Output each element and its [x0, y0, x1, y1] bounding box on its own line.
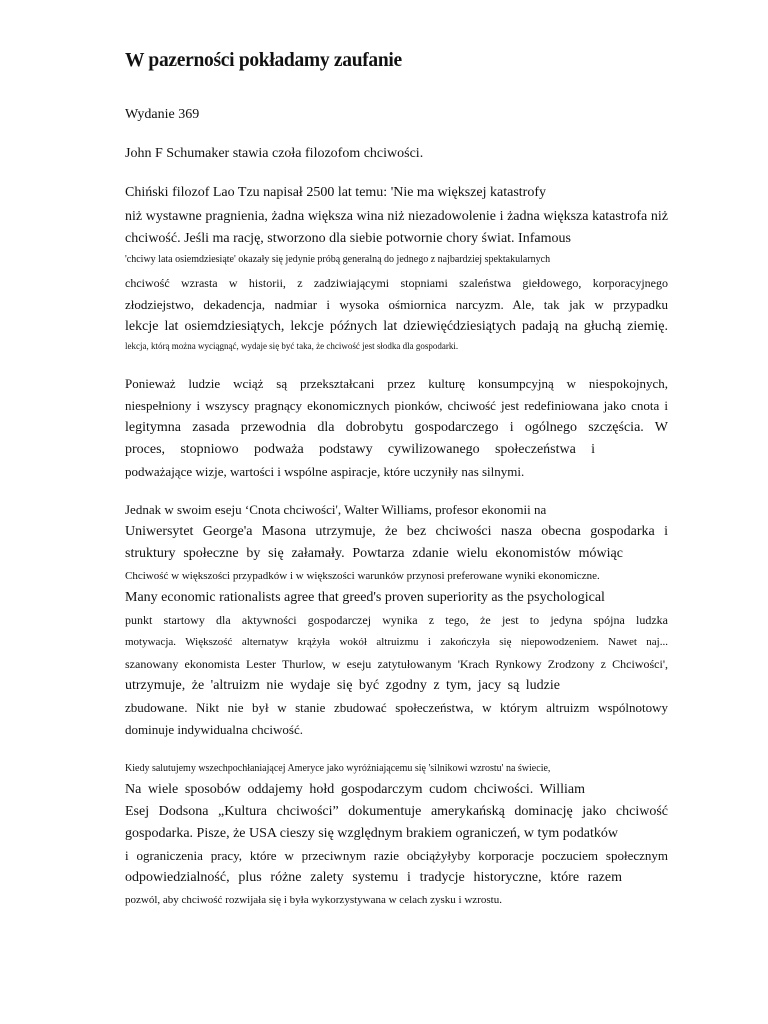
text-line: punkt startowy dla aktywności gospodarczej wynika z tego, że jest to jedyna spójna ludzka — [125, 613, 668, 627]
text-line: złodziejstwo, dekadencja, nadmiar i wysoka ośmiornica narcyzm. Ale, tak jak w przypadku — [125, 297, 668, 312]
text-line: podważające wizje, wartości i wspólne aspiracje, które uczyniły nas silnymi. — [125, 464, 525, 479]
text-line: 'chciwy lata osiemdziesiąte' okazały się jedynie próbą generalną do jednego z najbardziej spektakularnych — [125, 254, 551, 265]
text-line: pozwól, aby chciwość rozwijała się i była wykorzystywana w celach zysku i wzrostu. — [125, 894, 502, 906]
text-line: Chiński filozof Lao Tzu napisał 2500 lat temu: 'Nie ma większej katastrofy — [125, 185, 546, 200]
text-line: lekcja, którą można wyciągnąć, wydaje się być taka, że chciwość jest słodka dla gospodarki. — [125, 341, 459, 351]
text-line: utrzymuje, że 'altruizm nie wydaje się być zgodny z tym, jacy są ludzie — [125, 678, 560, 693]
text-line: Kiedy salutujemy wszechpochłaniającej Ameryce jako wyróżniającemu się 'silnikowi wzrostu' na świecie, — [125, 763, 551, 774]
text-line: motywacja. Większość alternatyw krążyła wokół altruizmu i zakończyła się niepowodzeniem. Nawet naj... — [125, 636, 668, 648]
paragraph-3 — [125, 500, 668, 740]
text-line: lekcje lat osiemdziesiątych, lekcje późnych lat dziewięćdziesiątych padają na głuchą ziemię. — [125, 319, 668, 334]
text-line: odpowiedzialność, plus różne zalety systemu i tradycje historyczne, które razem — [125, 870, 622, 885]
issue-number: Wydanie 369 — [125, 107, 200, 122]
text-line: zbudowane. Nikt nie był w stanie zbudować społeczeństwa, w którym altruizm wspólnotowy — [125, 700, 668, 715]
text-line: niespełniony i wszyscy pragnący ekonomicznych pionków, chciwość jest redefiniowana jako cnota i — [125, 398, 668, 413]
text-line: i ograniczenia pracy, które w przeciwnym razie obciążyłyby korporacje poczuciem społecznym — [125, 848, 668, 863]
text-line: Jednak w swoim eseju ‘Cnota chciwości', Walter Williams, profesor ekonomii na — [125, 502, 547, 517]
article-title: W pazerności pokładamy zaufanie — [125, 50, 402, 71]
text-line: proces, stopniowo podważa podstawy cywilizowanego społeczeństwa i — [125, 442, 595, 457]
text-line: Chciwość w większości przypadków i w większości warunków przynosi preferowane wyniki ekonomiczne. — [125, 570, 600, 582]
article-lead: John F Schumaker stawia czoła filozofom chciwości. — [125, 146, 424, 161]
text-line: chciwość wzrasta w historii, z zadziwiającymi stopniami szaleństwa giełdowego, korporacyjnego — [125, 276, 668, 290]
text-line: Uniwersytet George'a Masona utrzymuje, że bez chciwości nasza obecna gospodarka i — [125, 524, 668, 539]
text-line: dominuje indywidualna chciwość. — [125, 722, 303, 737]
text-line: Many economic rationalists agree that greed's proven superiority as the psychological — [125, 590, 605, 605]
text-line: chciwość. Jeśli ma rację, stworzono dla siebie potwornie chory świat. Infamous — [125, 231, 571, 246]
text-line: Na wiele sposobów oddajemy hołd gospodarczym cudom chciwości. William — [125, 782, 585, 797]
paragraph-4 — [125, 760, 668, 910]
text-line: gospodarka. Pisze, że USA cieszy się względnym brakiem ograniczeń, w tym podatków — [125, 826, 618, 841]
paragraph-1 — [125, 183, 668, 355]
text-line: szanowany ekonomista Lester Thurlow, w eseju zatytułowanym 'Krach Rynkowy Zrodzony z Chciwości', — [125, 657, 668, 671]
text-line: struktury społeczne by się załamały. Powtarza zdanie wielu ekonomistów mówiąc — [125, 546, 623, 561]
paragraph-2 — [125, 374, 668, 482]
text-line: Ponieważ ludzie wciąż są przekształcani przez kulturę konsumpcyjną w niespokojnych, — [125, 376, 668, 391]
text-line: Esej Dodsona „Kultura chciwości” dokumentuje amerykańską dominację jako chciwość — [125, 804, 668, 819]
text-line: niż wystawne pragnienia, żadna większa wina niż niezadowolenie i żadna większa katastrofa niż — [125, 209, 668, 224]
text-line: legitymna zasada przewodnia dla dobrobytu gospodarczego i ogólnego szczęścia. W — [125, 420, 668, 435]
